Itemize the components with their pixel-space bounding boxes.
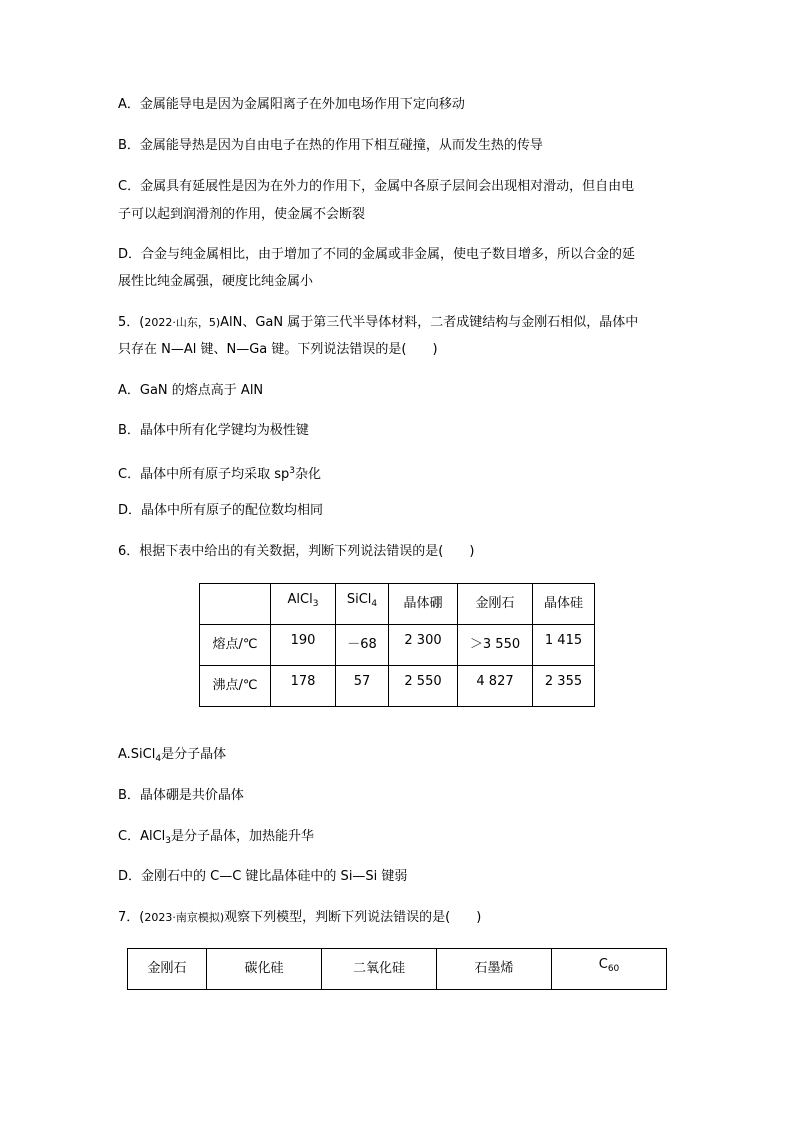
q6-stem: 6．根据下表中给出的有关数据，判断下列说法错误的是( ) (118, 544, 475, 559)
q6-option-a-text: A.SiCl (118, 747, 156, 762)
q5-stem-line2: 只存在 N—Al 键、N—Ga 键。下列说法错误的是( ) (118, 342, 438, 357)
q6-option-c-suffix: 是分子晶体，加热能升华 (171, 829, 315, 844)
q5-option-c-suffix: 杂化 (294, 467, 321, 482)
table-row (200, 625, 595, 666)
q4-option-c-line2: 子可以起到润滑剂的作用，使金属不会断裂 (118, 207, 366, 222)
header-sicl4: SiCl$_4$ (336, 584, 389, 625)
q6-option-d: D．金刚石中的 C—C 键比晶体硅中的 Si—Si 键弱 (118, 869, 408, 884)
table-cell: 2 355 (533, 666, 595, 707)
q5-option-c (118, 462, 321, 484)
q5-option-d: D．晶体中所有原子的配位数均相同 (118, 503, 324, 518)
q5-stem-line1 (118, 314, 638, 332)
header-silicon-carbide: 碳化硅 (207, 949, 322, 990)
q5-number: 5．( (118, 315, 145, 330)
table-cell: 178 (271, 666, 336, 707)
table-cell: 2 300 (389, 625, 458, 666)
q6-option-a-subscript: 4 (155, 754, 162, 764)
row-label-boiling-point: 沸点/℃ (200, 666, 271, 707)
table-header-row (128, 949, 667, 990)
header-alcl3: AlCl$_3$ (271, 584, 336, 625)
table-corner-cell (200, 584, 271, 625)
header-diamond-model: 金刚石 (128, 949, 207, 990)
header-silicon-dioxide: 二氧化硅 (322, 949, 437, 990)
q7-stem-text: 观察下列模型，判断下列说法错误的是( ) (224, 910, 482, 925)
q7-number: 7．( (118, 910, 145, 925)
q7-model-table (127, 948, 667, 990)
q5-option-c-text: C．晶体中所有原子均采取 sp (118, 467, 290, 482)
table-row (200, 666, 595, 707)
q4-option-c-line1: C．金属具有延展性是因为在外力的作用下，金属中各原子层间会出现相对滑动，但自由电 (118, 179, 635, 194)
q6-option-a-suffix: 是分子晶体 (161, 747, 227, 762)
table-cell: 57 (336, 666, 389, 707)
q7-source: 2023·南京模拟) (144, 911, 225, 924)
header-graphene: 石墨烯 (437, 949, 552, 990)
header-c60: $C_{60}$ (552, 949, 667, 990)
q4-option-a: A．金属能导电是因为金属阳离子在外加电场作用下定向移动 (118, 97, 465, 112)
table-cell: －68 (336, 625, 389, 666)
header-diamond: 金刚石 (458, 584, 533, 625)
q4-option-b: B．金属能导热是因为自由电子在热的作用下相互碰撞，从而发生热的传导 (118, 138, 543, 153)
table-cell: ＞3 550 (458, 625, 533, 666)
table-cell: 2 550 (389, 666, 458, 707)
q6-data-table (199, 583, 595, 707)
table-cell: 1 415 (533, 625, 595, 666)
table-header-row (200, 584, 595, 625)
q5-option-c-superscript: 3 (289, 466, 295, 476)
q6-option-b: B．晶体硼是共价晶体 (118, 788, 244, 803)
q4-option-d-line2: 展性比纯金属强，硬度比纯金属小 (118, 274, 314, 289)
q5-option-b: B．晶体中所有化学键均为极性键 (118, 423, 309, 438)
row-label-melting-point: 熔点/℃ (200, 625, 271, 666)
q7-stem (118, 909, 481, 927)
q5-source: 2022·山东，5) (144, 316, 221, 329)
q4-option-d-line1: D．合金与纯金属相比，由于增加了不同的金属或非金属，使电子数目增多，所以合金的延 (118, 247, 636, 262)
header-silicon: 晶体硅 (533, 584, 595, 625)
q6-option-a (118, 746, 226, 768)
table-cell: 190 (271, 625, 336, 666)
q6-option-c (118, 828, 314, 850)
q6-option-c-text: C．AlCl (118, 829, 166, 844)
header-boron: 晶体硼 (389, 584, 458, 625)
q5-stem-text: AlN、GaN 属于第三代半导体材料，二者成键结构与金刚石相似，晶体中 (220, 315, 639, 330)
table-cell: 4 827 (458, 666, 533, 707)
q5-option-a: A．GaN 的熔点高于 AlN (118, 383, 264, 398)
q6-option-c-subscript: 3 (165, 836, 172, 846)
